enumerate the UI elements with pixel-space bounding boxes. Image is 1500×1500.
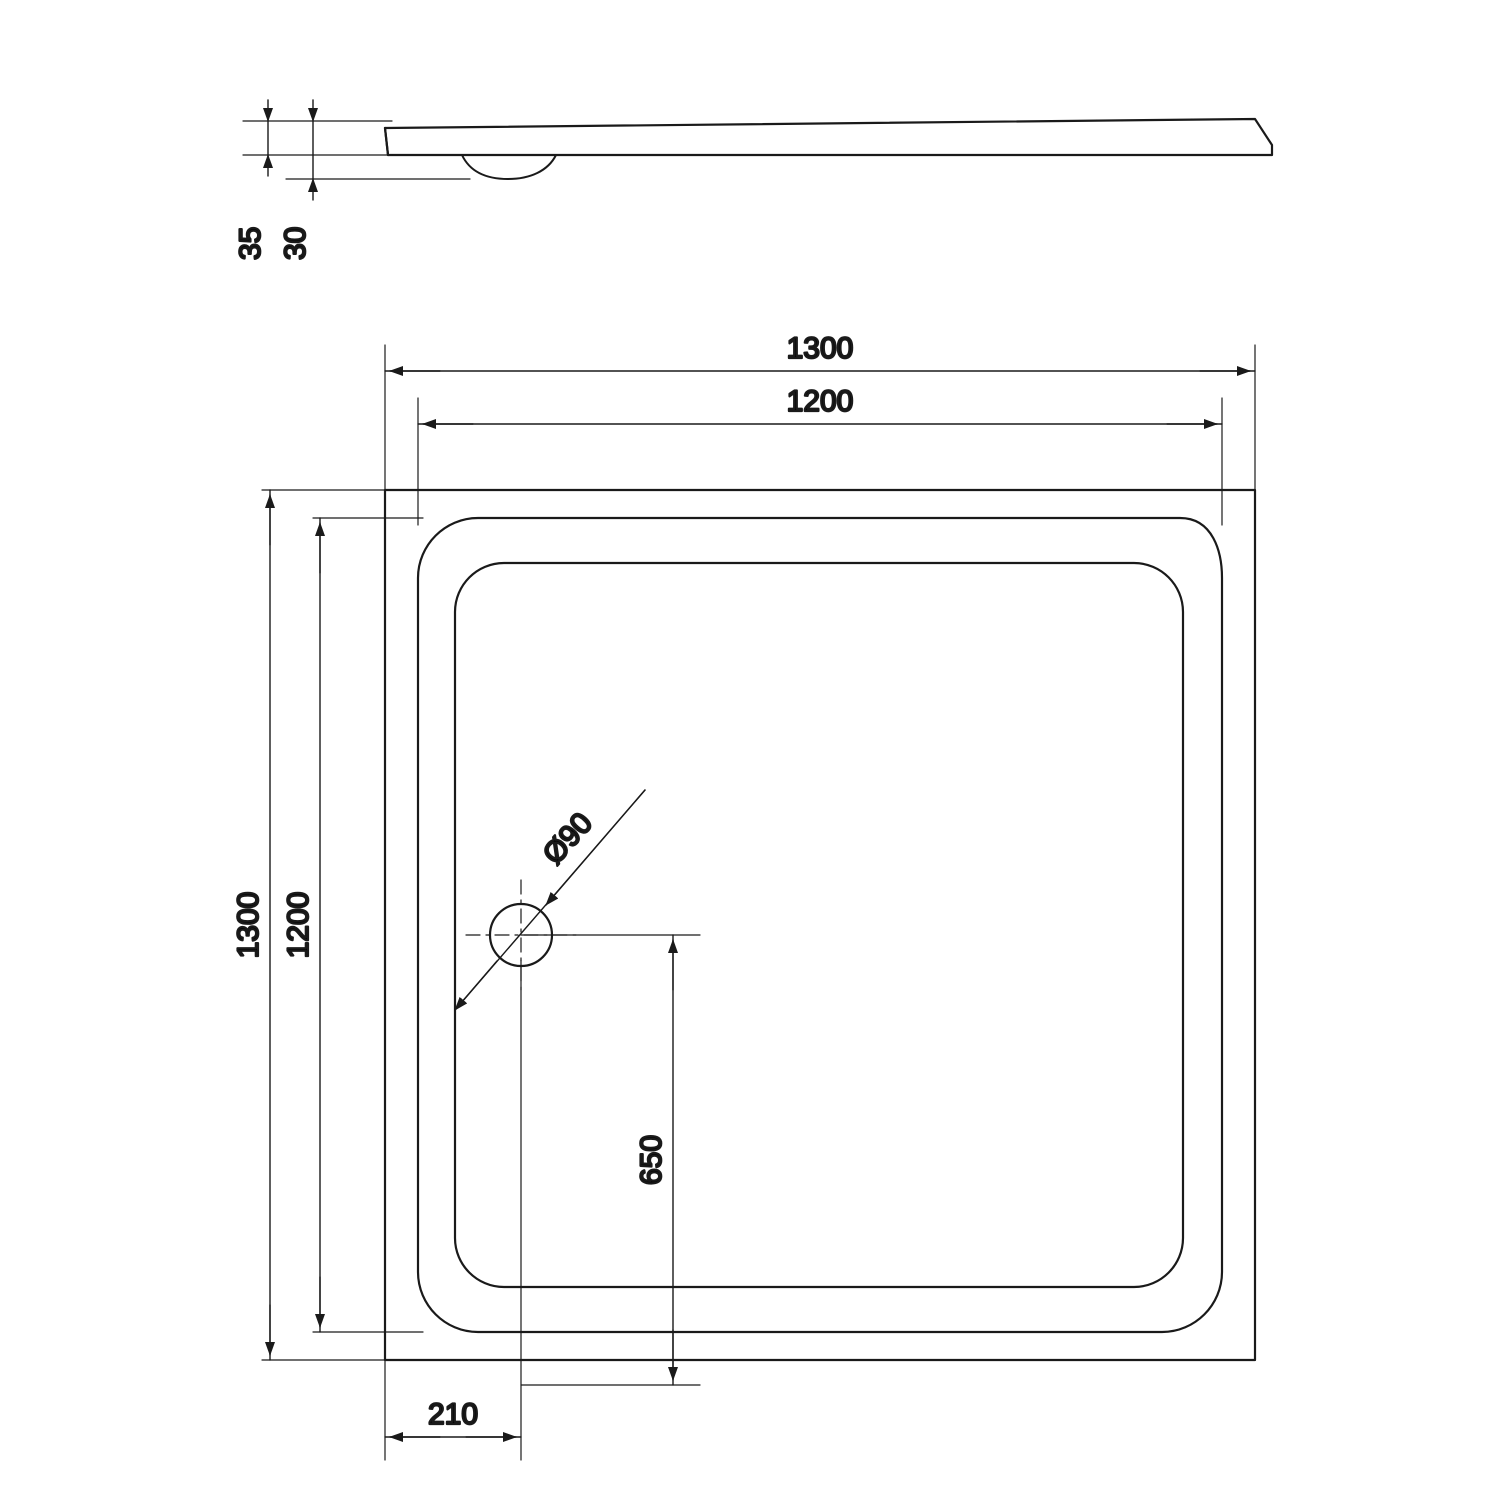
dimension-1200-depth-label: 1200 [282, 891, 315, 959]
dimension-210-label: 210 [427, 1398, 479, 1431]
dimension-650-label: 650 [635, 1134, 668, 1186]
plan-tray-basin [455, 563, 1183, 1287]
dimension-30-label: 30 [279, 226, 312, 260]
dimension-35-label: 35 [234, 226, 267, 260]
dimension-1300-depth-label: 1300 [232, 891, 265, 959]
dimension-1300-width-label: 1300 [786, 332, 854, 365]
side-elevation-profile [385, 119, 1272, 179]
dimension-diameter-90-label: Ø90 [536, 806, 600, 871]
dimension-1200-width-label: 1200 [786, 385, 854, 418]
